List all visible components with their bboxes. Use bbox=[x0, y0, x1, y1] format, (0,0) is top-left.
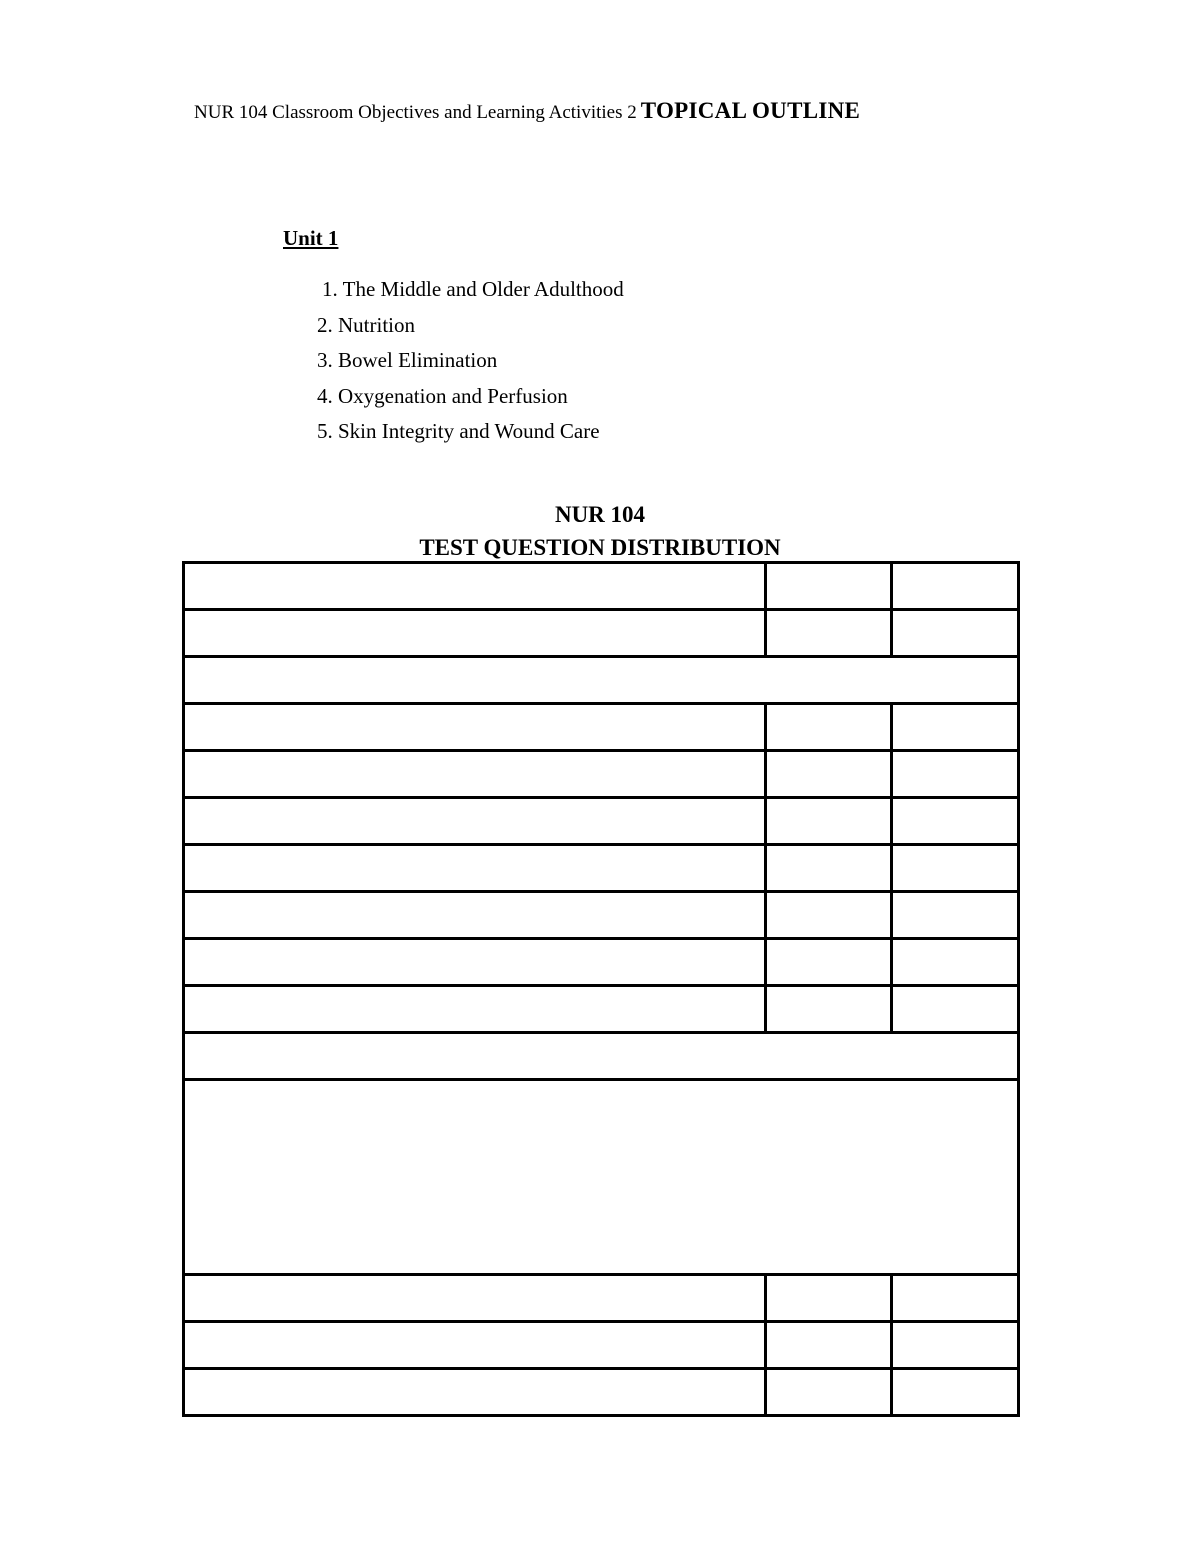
outline-title: TOPICAL OUTLINE bbox=[640, 98, 861, 123]
table-cell bbox=[892, 1369, 1019, 1416]
table-cell bbox=[892, 1275, 1019, 1322]
table-cell bbox=[184, 1275, 766, 1322]
list-item: 4. Oxygenation and Perfusion bbox=[317, 383, 568, 408]
table-cell bbox=[184, 1369, 766, 1416]
table-row bbox=[184, 1275, 1019, 1322]
unit-heading: Unit 1 bbox=[283, 226, 339, 250]
table-row-merged bbox=[184, 657, 1019, 704]
table-row bbox=[184, 892, 1019, 939]
table-cell bbox=[184, 704, 766, 751]
list-item: 5. Skin Integrity and Wound Care bbox=[317, 419, 600, 443]
table-row bbox=[184, 986, 1019, 1033]
table-cell bbox=[766, 751, 892, 798]
course-line: NUR 104 Classroom Objectives and Learning Activities 2 bbox=[194, 102, 637, 123]
table-cell-merged bbox=[184, 1033, 1019, 1080]
table-cell bbox=[766, 798, 892, 845]
table-cell bbox=[184, 892, 766, 939]
table-row bbox=[184, 563, 1019, 610]
table-cell bbox=[184, 939, 766, 986]
table-cell bbox=[766, 845, 892, 892]
table-cell bbox=[892, 751, 1019, 798]
table-row bbox=[184, 1369, 1019, 1416]
table-cell-merged bbox=[184, 657, 1019, 704]
table-cell bbox=[766, 1275, 892, 1322]
table-cell bbox=[892, 1322, 1019, 1369]
table-row bbox=[184, 1322, 1019, 1369]
table-cell bbox=[184, 986, 766, 1033]
page-header bbox=[194, 96, 860, 129]
table-row-merged bbox=[184, 1080, 1019, 1275]
distribution-course: NUR 104 bbox=[554, 502, 646, 527]
table-cell bbox=[892, 939, 1019, 986]
table-cell bbox=[892, 798, 1019, 845]
table-cell bbox=[892, 610, 1019, 657]
table-cell bbox=[184, 751, 766, 798]
table-cell bbox=[892, 563, 1019, 610]
table-row bbox=[184, 939, 1019, 986]
distribution-table bbox=[182, 561, 1020, 1417]
table-cell bbox=[766, 939, 892, 986]
table-cell bbox=[892, 704, 1019, 751]
table-cell bbox=[184, 610, 766, 657]
table-cell bbox=[184, 845, 766, 892]
table-row-merged bbox=[184, 1033, 1019, 1080]
table-cell-merged bbox=[184, 1080, 1019, 1275]
table-cell bbox=[184, 798, 766, 845]
table-cell bbox=[892, 986, 1019, 1033]
table-cell bbox=[766, 1369, 892, 1416]
list-item: 1. The Middle and Older Adulthood bbox=[322, 277, 624, 301]
table-cell bbox=[184, 1322, 766, 1369]
table-row bbox=[184, 704, 1019, 751]
table-cell bbox=[766, 986, 892, 1033]
table-cell bbox=[766, 892, 892, 939]
table-row bbox=[184, 798, 1019, 845]
distribution-title: TEST QUESTION DISTRIBUTION bbox=[419, 535, 781, 560]
list-item: 2. Nutrition bbox=[317, 312, 415, 337]
table-cell bbox=[184, 563, 766, 610]
table-cell bbox=[766, 1322, 892, 1369]
table-cell bbox=[892, 892, 1019, 939]
table-row bbox=[184, 751, 1019, 798]
list-item: 3. Bowel Elimination bbox=[317, 348, 498, 372]
table-cell bbox=[766, 563, 892, 610]
table-row bbox=[184, 610, 1019, 657]
table-cell bbox=[892, 845, 1019, 892]
table-cell bbox=[766, 610, 892, 657]
table-row bbox=[184, 845, 1019, 892]
table-cell bbox=[766, 704, 892, 751]
topic-list bbox=[317, 275, 624, 453]
